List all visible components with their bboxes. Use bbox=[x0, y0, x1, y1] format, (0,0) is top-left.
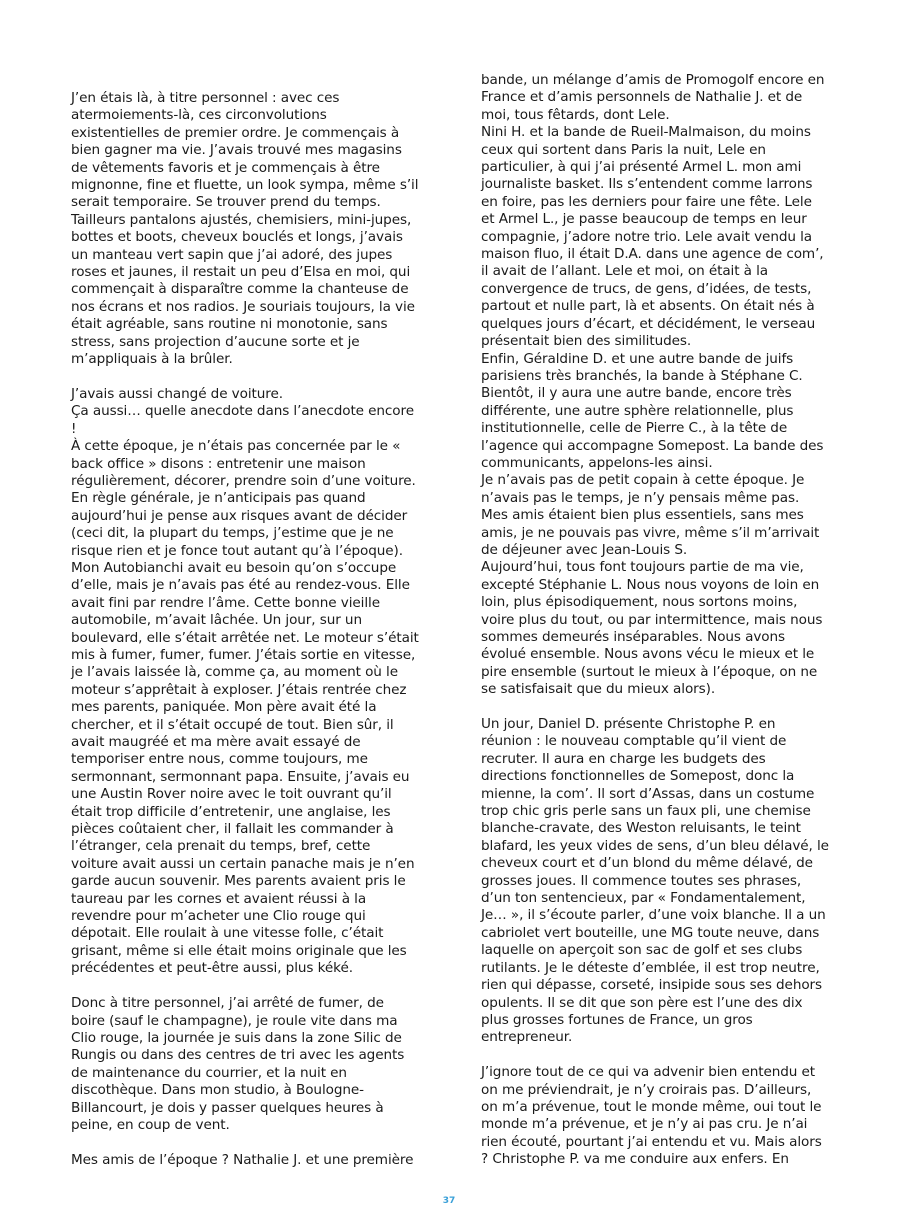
paragraph: Nini H. et la bande de Rueil-Malmaison, du moins ceux qui sortent dans Paris la nuit, Lele en particulier, à qui j’ai présenté Armel L. mon ami journaliste basket. Ils s’entendent comme larrons en foire, pas les derniers pour faire une fête. Lele et Armel L., je passe beaucoup de temps en leur compagnie, j’adore notre trio. Lele avait vendu la maison fluo, il était D.A. dans une agence de com’, il avait de l’allant. Lele et moi, on était à la convergence de trucs, de gens, d’idées, de tests, partout et nulle part, là et absents. On était nés à quelques jours d’écart, et décidément, le verseau présentait bien des similitudes. bbox=[481, 124, 824, 350]
paragraph: Aujourd’hui, tous font toujours partie de ma vie, excepté Stéphanie L. Nous nous voyons de loin en loin, plus épisodiquement, nous sortons moins, voire plus du tout, ou par intermittence, mais nous sommes demeurés inséparables. Nous avons évolué ensemble. Nous avons vécu le mieux et le pire ensemble (surtout le mieux à l’époque, on ne se satisfaisait que du mieux alors). bbox=[481, 559, 823, 698]
paragraph: J’avais aussi changé de voiture. bbox=[71, 385, 283, 402]
paragraph: bande, un mélange d’amis de Promogolf encore en France et d’amis personnels de Nathalie J. et de moi, tous fêtards, dont Lele. bbox=[481, 72, 825, 123]
paragraph: J’ignore tout de ce qui va advenir bien entendu et on me préviendrait, je n’y croirais pas. D’ailleurs, on m’a prévenue, tout le monde même, oui tout le monde m’a prévenue, et je n’y ai pas cru. Je n’ai rien écouté, pourtant j’ai entendu et vu. Mais alors ? Christophe P. va me conduire aux enfers. En bbox=[481, 1064, 822, 1168]
paragraph: Enfin, Géraldine D. et une autre bande de juifs parisiens très branchés, la bande à Stéphane C. Bientôt, il y aura une autre bande, encore très différente, une autre sphère relationnelle, plus institutionnelle, celle de Pierre C., à la tête de l’agence qui accompagne Somepost. La bande des communicants, appelons-les ainsi. bbox=[481, 350, 824, 471]
right-column bbox=[481, 72, 829, 1169]
paragraph: Donc à titre personnel, j’ai arrêté de fumer, de boire (sauf le champagne), je roule vite dans ma Clio rouge, la journée je suis dans la zone Silic de Rungis ou dans des centres de tri avec les agents de maintenance du courrier, et la nuit en discothèque. Dans mon studio, à Boulogne-Billancourt, je dois y passer quelques heures à peine, en coup de vent. bbox=[71, 995, 405, 1133]
paragraph: J’en étais là, à titre personnel : avec ces atermoiements-là, ces circonvolutions existentielles de premier ordre. Je commençais à bien gagner ma vie. J’avais trouvé mes magasins de vêtements favoris et je commençais à être mignonne, fine et fluette, un look sympa, même s’il serait temporaire. Se trouver prend du temps. Tailleurs pantalons ajustés, chemisiers, mini-jupes, bottes et boots, cheveux bouclés et longs, j’avais un manteau vert sapin que j’ai adoré, des jupes roses et jaunes, il restait un peu d’Elsa en moi, qui commençait à disparaître comme la chanteuse de nos écrans et nos radios. Je souriais toujours, la vie était agréable, sans routine ni monotonie, sans stress, sans projection d’aucune sorte et je m’appliquais à la brûler. bbox=[71, 90, 419, 368]
paragraph: À cette époque, je n’étais pas concernée par le « back office » disons : entretenir une maison régulièrement, décorer, prendre soin d’une voiture. En règle générale, je n’anticipais pas quand aujourd’hui je pense aux risques avant de décider (ceci dit, la plupart du temps, j’estime que je ne risque rien et je fonce tout autant qu’à l’époque). Mon Autobianchi avait eu besoin qu’on s’occupe d’elle, mais je n’avais pas été au rendez-vous. Elle avait fini par rendre l’âme. Cette bonne vieille automobile, m’avait lâchée. Un jour, sur un boulevard, elle s’était arrêtée net. Le moteur s’était mis à fumer, fumer, fumer. J’étais sortie en vitesse, je l’avais laissée là, comme ça, au moment où le moteur s’apprêtait à exploser. J’étais rentrée chez mes parents, paniquée. Mon père avait été la chercher, et il s’était occupé de tout. Bien sûr, il avait maugréé et ma mère avait essayé de temporiser entre nous, comme toujours, me sermonnant, sermonnant papa. Ensuite, j’avais eu une Austin Rover noire avec le toit ouvrant qu’il était trop difficile d’entretenir, une anglaise, les pièces coûtaient cher, il fallait les commander à l’étranger, cela prenait du temps, bref, cette voiture avait aussi un certain panache mais je n’en garde aucun souvenir. Mes parents avaient pris le taureau par les cornes et avaient réussi à la revendre pour m’acheter une Clio rouge qui dépotait. Elle roulait à une vitesse folle, c’était grisant, même si elle était moins originale que les précédentes et peut-être aussi, plus kéké. bbox=[71, 438, 419, 977]
left-column bbox=[71, 90, 419, 1169]
paragraph: Mes amis de l’époque ? Nathalie J. et une première bbox=[71, 1151, 414, 1168]
page-number: 37 bbox=[442, 1196, 456, 1206]
paragraph: Ça aussi… quelle anecdote dans l’anecdote encore ! bbox=[71, 403, 414, 437]
paragraph: Un jour, Daniel D. présente Christophe P. en réunion : le nouveau comptable qu’il vient de recruter. Il aura en charge les budgets des directions fonctionnelles de Somepost, donc la mienne, la com’. Il sort d’Assas, dans un costume trop chic gris perle sans un faux pli, une chemise blanche-cravate, des Weston reluisants, le teint blafard, les yeux vides de sens, d’un bleu délavé, le cheveux court et d’un blond du même délavé, de grosses joues. Il commence toutes ses phrases, d’un ton sentencieux, par « Fondamentalement, Je… », il s’écoute parler, d’une voix blanche. Il a un cabriolet vert bouteille, une MG toute neuve, dans laquelle on aperçoit son sac de golf et ses clubs rutilants. Je le déteste d’emblée, il est trop neutre, rien qui dépasse, corseté, insipide sous ses dehors opulents. Il se dit que son père est l’une des dix plus grosses fortunes de France, un gros entrepreneur. bbox=[481, 716, 829, 1046]
paragraph: Je n’avais pas de petit copain à cette époque. Je n’avais pas le temps, je n’y pensais même pas. Mes amis étaient bien plus essentiels, sans mes amis, je ne pouvais pas vivre, même s’il m’arrivait de déjeuner avec Jean-Louis S. bbox=[481, 472, 820, 558]
